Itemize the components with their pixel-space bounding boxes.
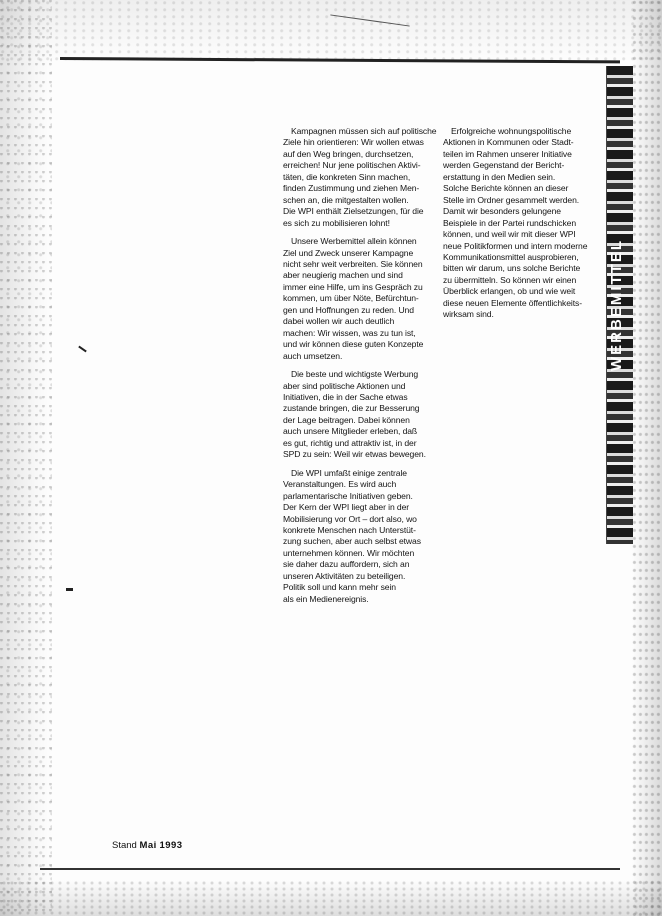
text-line: auf den Weg bringen, durchsetzen, bbox=[283, 148, 414, 159]
text-line: es sich zu mobilisieren lohnt! bbox=[283, 217, 390, 228]
text-line: gen und Hoffnungen zu reden. Und bbox=[283, 304, 414, 315]
text-line: erreichen! Nur jene politischen Aktivi- bbox=[283, 160, 421, 171]
footer-stand-label: Stand bbox=[112, 840, 137, 851]
text-line: es gut, richtig und attraktiv ist, in der bbox=[283, 437, 417, 448]
text-line: Ziel und Zweck unserer Kampagne bbox=[283, 247, 414, 258]
paragraph bbox=[283, 468, 435, 605]
text-line: zu übermitteln. So können wir einen bbox=[443, 274, 577, 285]
text-line: kommen, um über Nöte, Befürchtun- bbox=[283, 293, 419, 304]
text-line: Überblick erlangen, ob und wie weit bbox=[443, 286, 576, 297]
text-line: diese neuen Elemente öffentlichkeits- bbox=[443, 297, 582, 308]
text-line: teilen im Rahmen unserer Initiative bbox=[443, 148, 572, 159]
text-line: bitten wir darum, uns solche Berichte bbox=[443, 263, 581, 274]
text-line: neue Politikformen und intern moderne bbox=[443, 240, 588, 251]
text-line: Die WPI enthält Zielsetzungen, für die bbox=[283, 206, 424, 217]
text-line: unternehmen können. Wir möchten bbox=[283, 547, 415, 558]
text-line: Beispiele in der Partei rundschicken bbox=[443, 217, 577, 228]
text-line: machen: Wir wissen, was zu tun ist, bbox=[283, 327, 416, 338]
text-line: parlamentarische Initiativen geben. bbox=[283, 490, 413, 501]
page-bottom-edge-line bbox=[40, 868, 620, 870]
text-line: zung suchen, aber auch selbst etwas bbox=[283, 536, 421, 547]
scan-shadow-right bbox=[632, 0, 662, 916]
text-line: aber neugierig machen und sind bbox=[283, 270, 403, 281]
text-line: aber sind politische Aktionen und bbox=[283, 380, 406, 391]
side-register-tab-label: WERBEMITTEL bbox=[608, 239, 625, 371]
scan-shadow-bottom bbox=[0, 880, 662, 916]
text-line: SPD zu sein: Weil wir etwas bewegen. bbox=[283, 449, 426, 460]
text-line: Politik soll und kann mehr sein bbox=[283, 582, 396, 593]
text-line: als ein Medienereignis. bbox=[283, 593, 369, 604]
text-line: Die WPI umfaßt einige zentrale bbox=[291, 467, 407, 478]
text-line: auch umsetzen. bbox=[283, 350, 343, 361]
paragraph bbox=[283, 126, 435, 229]
text-line: Initiativen, die in der Sache etwas bbox=[283, 391, 408, 402]
text-line: finden Zustimmung und ziehen Men- bbox=[283, 183, 420, 194]
text-line: Ziele hin orientieren: Wir wollen etwas bbox=[283, 137, 424, 148]
text-line: Erfolgreiche wohnungspolitische bbox=[451, 126, 572, 136]
text-line: wirksam sind. bbox=[443, 309, 494, 320]
paragraph bbox=[283, 369, 435, 461]
scan-shadow-top bbox=[0, 0, 662, 62]
text-line: Unsere Werbemittel allein können bbox=[291, 236, 417, 247]
text-line: Mobilisierung vor Ort – dort also, wo bbox=[283, 513, 417, 524]
text-line: erstattung in den Medien sein. bbox=[443, 171, 556, 182]
text-line: sie daher dazu auffordern, sich an bbox=[283, 559, 410, 570]
page-footer bbox=[112, 840, 183, 851]
text-line: Damit wir besonders gelungene bbox=[443, 206, 561, 217]
text-line: Veranstaltungen. Es wird auch bbox=[283, 479, 397, 490]
text-line: Der Kern der WPI liegt aber in der bbox=[283, 502, 410, 513]
text-line: können, und weil wir mit dieser WPI bbox=[443, 229, 576, 240]
text-line: und wir können diese guten Konzepte bbox=[283, 339, 424, 350]
text-line: Aktionen in Kommunen oder Stadt- bbox=[443, 137, 574, 148]
text-line: immer eine Hilfe, um ins Gespräch zu bbox=[283, 281, 423, 292]
right-text-column bbox=[443, 126, 595, 328]
text-line: Kampagnen müssen sich auf politische bbox=[291, 126, 437, 136]
text-line: Kommunikationsmittel ausprobieren, bbox=[443, 251, 579, 262]
scan-shadow-left bbox=[0, 0, 52, 916]
text-line: Die beste und wichtigste Werbung bbox=[291, 369, 419, 380]
footer-month: Mai bbox=[139, 840, 157, 851]
text-line: der Lage beitragen. Dabei können bbox=[283, 414, 410, 425]
text-line: täten, die konkreten Sinn machen, bbox=[283, 171, 411, 182]
text-line: werden Gegenstand der Bericht- bbox=[443, 160, 565, 171]
scan-speck bbox=[66, 588, 73, 591]
text-line: auch unsere Mitglieder erleben, daß bbox=[283, 426, 418, 437]
text-line: konkrete Menschen nach Unterstüt- bbox=[283, 524, 416, 535]
paragraph bbox=[443, 126, 595, 321]
text-line: zustande bringen, die zur Besserung bbox=[283, 403, 420, 414]
text-line: nicht sehr weit verbreiten. Sie können bbox=[283, 258, 423, 269]
left-text-column bbox=[283, 126, 435, 612]
paragraph bbox=[283, 236, 435, 362]
text-line: dabei wollen wir auch deutlich bbox=[283, 316, 395, 327]
text-line: unseren Aktivitäten zu beteiligen. bbox=[283, 570, 406, 581]
footer-year: 1993 bbox=[159, 840, 183, 851]
text-line: schen an, die mitgestalten wollen. bbox=[283, 194, 409, 205]
text-line: Stelle im Ordner gesammelt werden. bbox=[443, 194, 580, 205]
text-line: Solche Berichte können an dieser bbox=[443, 183, 569, 194]
